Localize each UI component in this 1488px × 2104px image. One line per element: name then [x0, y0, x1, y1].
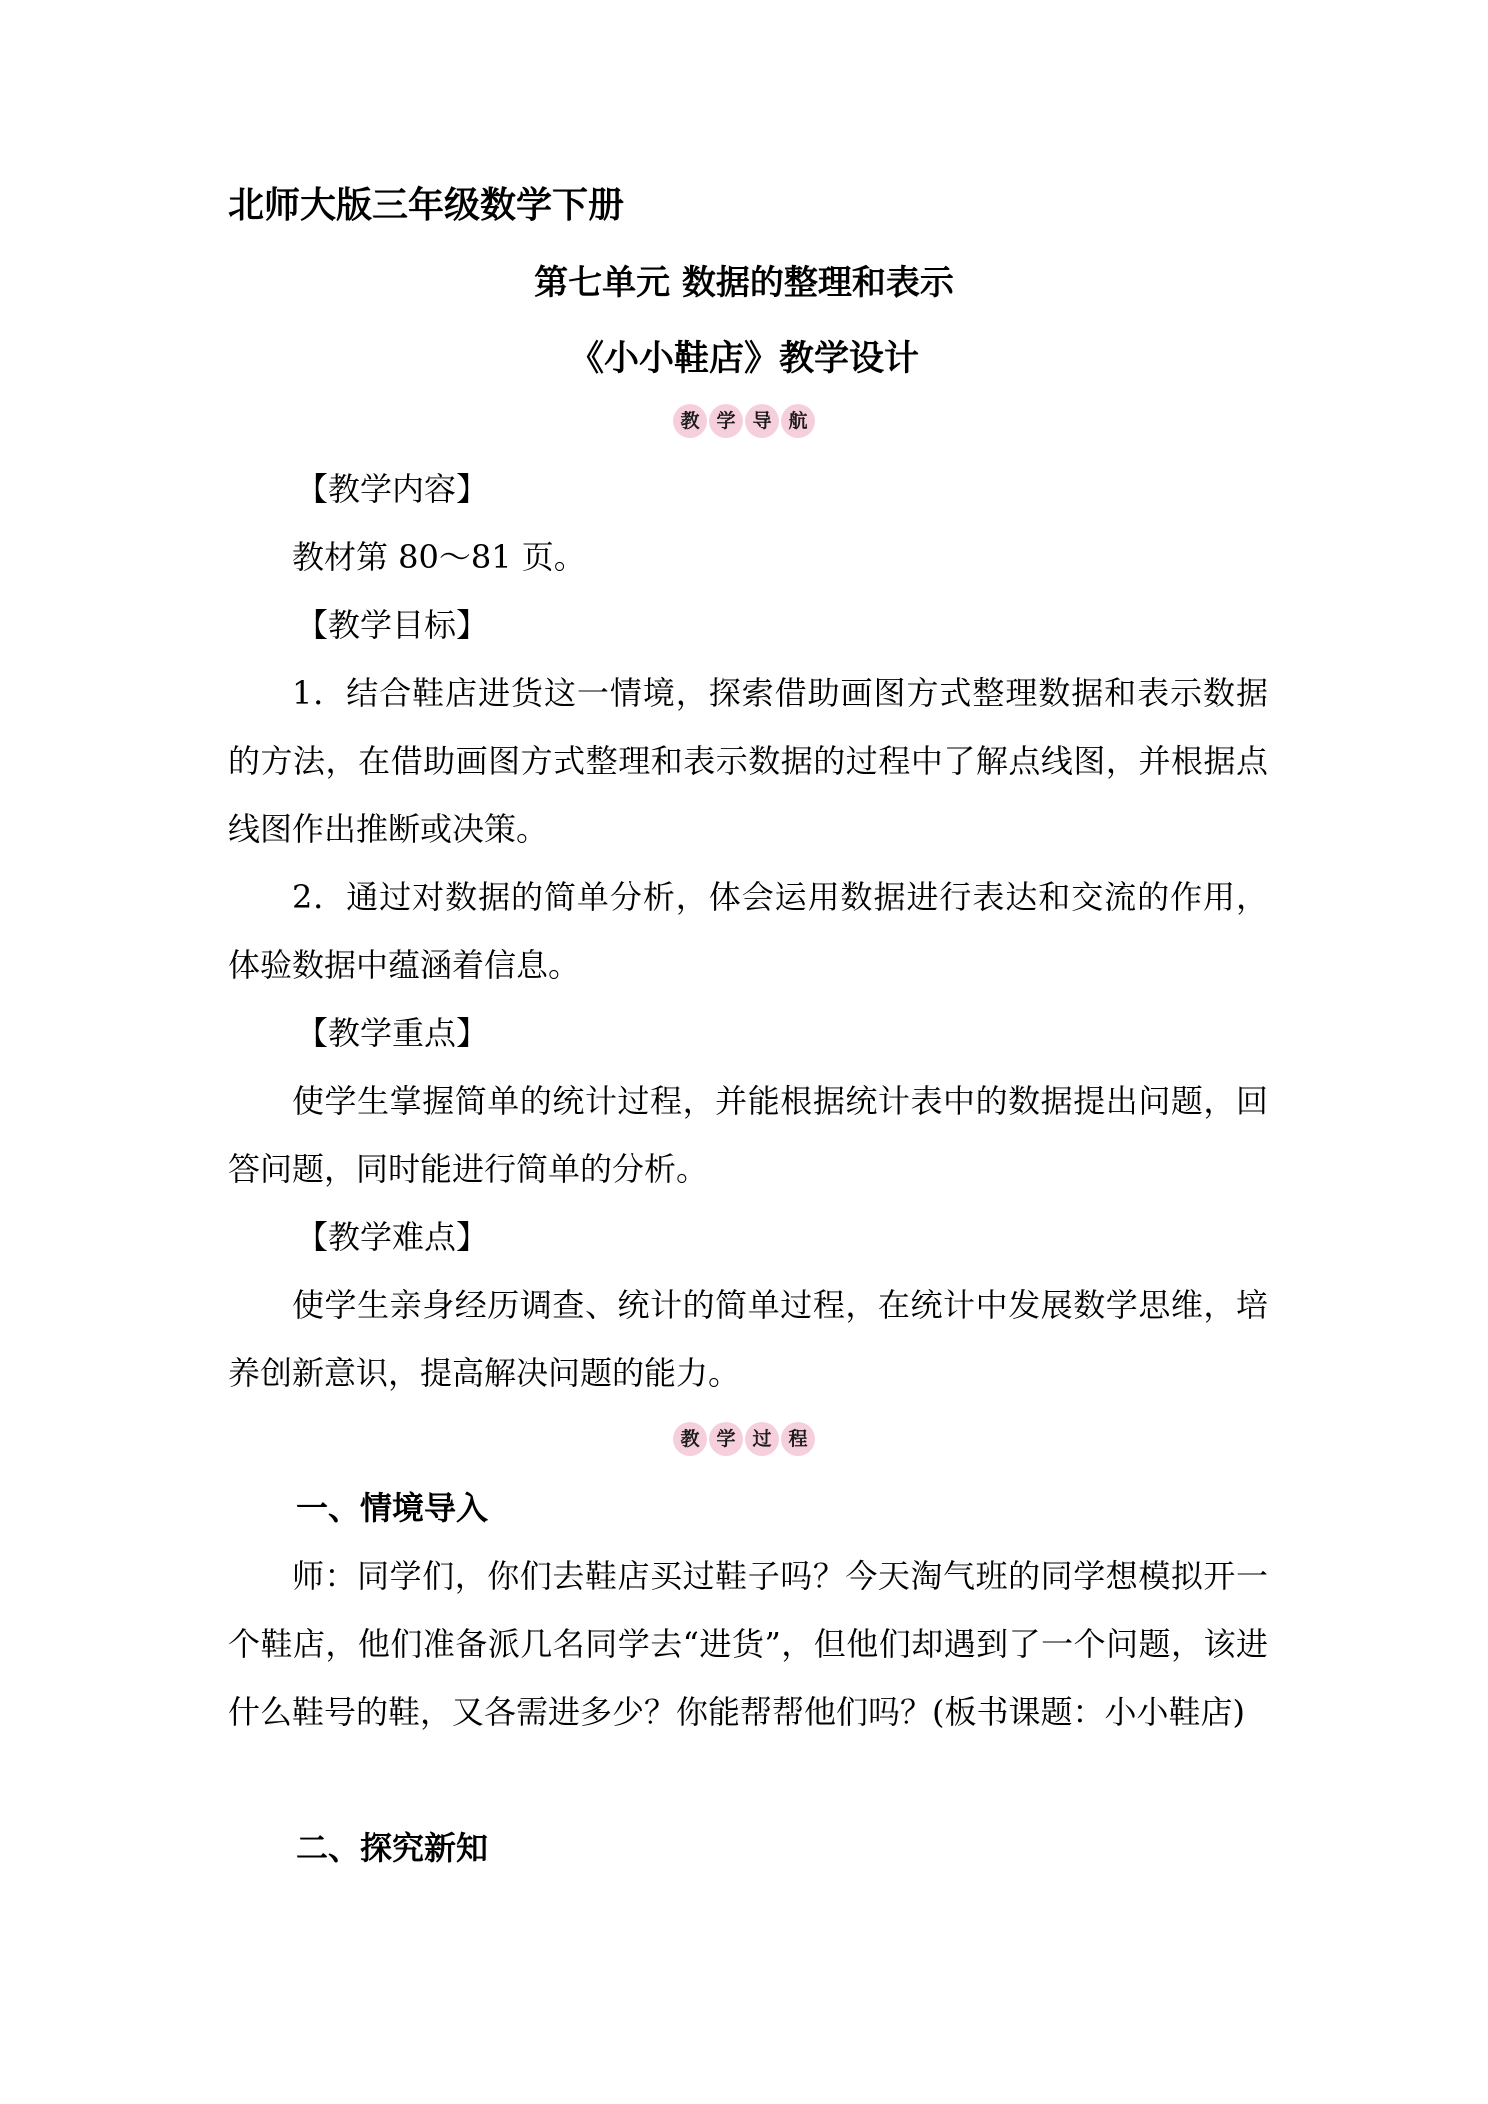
book-title: 北师大版三年级数学下册 [228, 185, 625, 226]
lesson-title [0, 330, 1488, 388]
teaching-content-heading: 【教学内容】 [296, 470, 489, 508]
unit-title: 第七单元 数据的整理和表示 [534, 263, 954, 303]
teaching-key-text [228, 1067, 1268, 1203]
explore-heading: 二、探究新知 [296, 1829, 489, 1867]
teaching-goals-text [228, 659, 1268, 999]
badge-char: 航 [781, 404, 815, 438]
lesson-title-name: 《小小鞋店》 [568, 339, 779, 379]
teaching-difficulty-text [228, 1271, 1268, 1407]
key-paragraph: 使学生掌握简单的统计过程，并能根据统计表中的数据提出问题，回答问题，同时能进行简单的分析。 [228, 1082, 1268, 1188]
badge-char: 教 [673, 404, 707, 438]
badge-char: 教 [673, 1422, 707, 1456]
teaching-key-heading: 【教学重点】 [296, 1014, 489, 1052]
badge-char: 导 [745, 404, 779, 438]
teaching-process-badge [0, 1422, 1488, 1456]
content-paragraph: 教材第 80～81 页。 [292, 538, 586, 576]
teaching-goals-heading: 【教学目标】 [296, 606, 489, 644]
goal-paragraph-1: 1．结合鞋店进货这一情境，探索借助画图方式整理数据和表示数据的方法，在借助画图方式整理和表示数据的过程中了解点线图，并根据点线图作出推断或决策。 [228, 674, 1268, 848]
badge-char: 学 [709, 1422, 743, 1456]
badge-char: 程 [781, 1422, 815, 1456]
badge-char: 学 [709, 404, 743, 438]
teaching-guide-badge [0, 404, 1488, 438]
intro-heading: 一、情境导入 [296, 1489, 489, 1527]
difficulty-paragraph: 使学生亲身经历调查、统计的简单过程，在统计中发展数学思维，培养创新意识，提高解决问题的能力。 [228, 1286, 1268, 1392]
intro-paragraph: 师：同学们，你们去鞋店买过鞋子吗？今天淘气班的同学想模拟开一个鞋店，他们准备派几名同学去“进货”，但他们却遇到了一个问题，该进什么鞋号的鞋，又各需进多少？你能帮帮他们吗？(板书课题：小小鞋店) [228, 1557, 1268, 1731]
badge-char: 过 [745, 1422, 779, 1456]
lesson-title-suffix: 教学设计 [779, 339, 920, 379]
teaching-content-text [228, 523, 1268, 591]
teaching-difficulty-heading: 【教学难点】 [296, 1218, 489, 1256]
intro-text [228, 1542, 1268, 1746]
goal-paragraph-2: 2．通过对数据的简单分析，体会运用数据进行表达和交流的作用，体验数据中蕴涵着信息。 [228, 878, 1268, 984]
